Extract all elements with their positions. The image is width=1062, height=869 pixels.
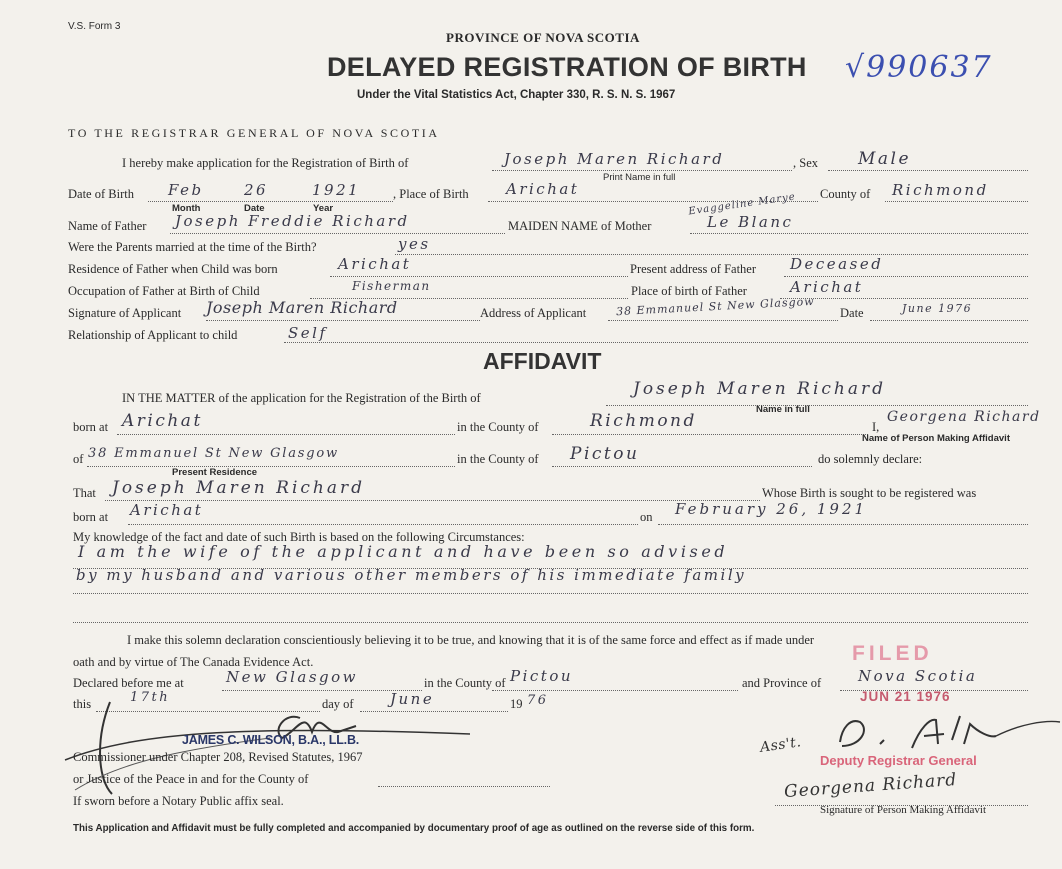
present-address-value: Deceased bbox=[790, 255, 884, 273]
occupation-label: Occupation of Father at Birth of Child bbox=[68, 284, 260, 298]
of-value: 38 Emmanuel St New Glasgow bbox=[88, 446, 339, 461]
asst-prefix: Ass't. bbox=[759, 734, 803, 756]
year-value: 76 bbox=[527, 693, 549, 708]
residence-value: Arichat bbox=[338, 255, 412, 273]
date-label: Date bbox=[840, 306, 864, 320]
father-pob-value: Arichat bbox=[790, 278, 864, 296]
i-label: I, bbox=[872, 420, 880, 434]
in-county-label: in the County of bbox=[457, 420, 539, 434]
day-of-label: day of bbox=[322, 697, 354, 711]
deponent-caption: Name of Person Making Affidavit bbox=[862, 433, 1010, 444]
date-value: June 1976 bbox=[902, 302, 973, 315]
applicant-address-value: 38 Emmanuel St New Glasgow bbox=[615, 294, 815, 319]
circumstance-line-2: by my husband and various other members of his immediate family bbox=[76, 566, 747, 584]
matter-text: IN THE MATTER of the application for the Registration of the Birth of bbox=[122, 391, 481, 405]
whose-birth-label: Whose Birth is sought to be registered was bbox=[762, 486, 977, 500]
form-number: V.S. Form 3 bbox=[68, 21, 121, 32]
registration-number: √990637 bbox=[845, 50, 993, 85]
mother-value: Le Blanc bbox=[707, 213, 794, 231]
intro-text: I hereby make application for the Registration of Birth of bbox=[122, 156, 409, 170]
name-in-full-caption: Name in full bbox=[756, 404, 810, 415]
form-subtitle: Under the Vital Statistics Act, Chapter 330, R. S. N. S. 1967 bbox=[357, 89, 676, 101]
dob-date-value: 26 bbox=[244, 181, 269, 199]
deponent-signature: Georgena Richard bbox=[783, 769, 958, 803]
child-name-value: Joseph Maren Richard bbox=[504, 150, 725, 168]
county-label: County of bbox=[820, 187, 871, 201]
father-value: Joseph Freddie Richard bbox=[175, 212, 410, 230]
circumstance-line-1: I am the wife of the applicant and have been so advised bbox=[78, 542, 729, 561]
married-label: Were the Parents married at the time of the Birth? bbox=[68, 240, 317, 254]
born-at2-label: born at bbox=[73, 510, 109, 524]
justice-text: or Justice of the Peace in and for the County of bbox=[73, 772, 309, 786]
born-at2-value: Arichat bbox=[130, 501, 204, 519]
year-caption: Year bbox=[313, 203, 334, 214]
applicant-address-label: Address of Applicant bbox=[480, 306, 587, 320]
married-value: yes bbox=[398, 235, 431, 253]
deputy-registrar-stamp: Deputy Registrar General bbox=[820, 753, 977, 768]
occupation-value: Fisherman bbox=[352, 279, 431, 293]
relationship-value: Self bbox=[288, 324, 328, 342]
born-at-label: born at bbox=[73, 420, 109, 434]
deponent-name-value: Georgena Richard bbox=[887, 409, 1041, 425]
mother-given-names: Evaggeline Marye bbox=[687, 191, 797, 218]
commissioner-stamp: JAMES C. WILSON, B.A., LL.B. bbox=[182, 733, 360, 747]
year-prefix: 19 bbox=[510, 697, 523, 711]
sex-value: Male bbox=[858, 149, 912, 169]
date-caption: Date bbox=[244, 203, 265, 214]
affidavit-title: AFFIDAVIT bbox=[483, 348, 602, 374]
sex-label: , Sex bbox=[793, 156, 818, 170]
declared-before-label: Declared before me at bbox=[73, 676, 184, 690]
in-county-value: Richmond bbox=[590, 411, 697, 431]
pob-value: Arichat bbox=[506, 180, 580, 198]
this-label: this bbox=[73, 697, 92, 711]
print-name-caption: Print Name in full bbox=[603, 172, 676, 183]
declared-at-value: New Glasgow bbox=[226, 668, 359, 686]
of-label: of bbox=[73, 452, 84, 466]
matter-value: Joseph Maren Richard bbox=[633, 379, 887, 399]
applicant-signature: Joseph Maren Richard bbox=[206, 298, 398, 317]
registrar-signature bbox=[820, 710, 1062, 758]
in-county2-value: Pictou bbox=[570, 444, 640, 464]
filed-date-stamp: JUN 21 1976 bbox=[860, 689, 951, 704]
form-title: DELAYED REGISTRATION OF BIRTH bbox=[327, 52, 807, 82]
declare-label: do solemnly declare: bbox=[818, 452, 923, 466]
oath-text: oath and by virtue of The Canada Evidence Act. bbox=[73, 655, 314, 669]
on-label: on bbox=[640, 510, 653, 524]
commissioner-text: Commissioner under Chapter 208, Revised Statutes, 1967 bbox=[73, 750, 363, 764]
dob-month-value: Feb bbox=[168, 181, 204, 199]
to-registrar-line: TO THE REGISTRAR GENERAL OF NOVA SCOTIA bbox=[68, 126, 440, 140]
month-caption: Month bbox=[172, 203, 201, 214]
this-day-value: 17th bbox=[130, 690, 171, 705]
knowledge-label: My knowledge of the fact and date of such Birth is based on the following Circumstances: bbox=[73, 530, 525, 544]
father-pob-label: Place of birth of Father bbox=[631, 284, 747, 298]
that-label: That bbox=[73, 486, 96, 500]
residence-label: Residence of Father when Child was born bbox=[68, 262, 278, 276]
footer-note: This Application and Affidavit must be fully completed and accompanied by documentary proof of age as outlined on the reverse side of this form. bbox=[73, 823, 755, 834]
born-at-value: Arichat bbox=[122, 411, 203, 431]
in-county3-value: Pictou bbox=[510, 667, 574, 685]
mother-label: MAIDEN NAME of Mother bbox=[508, 219, 652, 233]
signature-caption: Signature of Person Making Affidavit bbox=[820, 804, 986, 816]
dob-year-value: 1921 bbox=[312, 181, 361, 199]
on-value: February 26, 1921 bbox=[675, 500, 868, 518]
present-address-label: Present address of Father bbox=[630, 262, 757, 276]
signature-label: Signature of Applicant bbox=[68, 306, 182, 320]
in-county3-label: in the County of bbox=[424, 676, 506, 690]
county-value: Richmond bbox=[892, 181, 989, 199]
present-residence-caption: Present Residence bbox=[172, 467, 258, 478]
province-label: and Province of bbox=[742, 676, 822, 690]
that-value: Joseph Maren Richard bbox=[112, 478, 366, 498]
in-county2-label: in the County of bbox=[457, 452, 539, 466]
day-of-value: June bbox=[390, 690, 435, 708]
province-heading: PROVINCE OF NOVA SCOTIA bbox=[446, 30, 640, 45]
province-value: Nova Scotia bbox=[858, 667, 978, 685]
notary-text: If sworn before a Notary Public affix seal. bbox=[73, 794, 284, 808]
pob-label: , Place of Birth bbox=[393, 187, 469, 201]
father-label: Name of Father bbox=[68, 219, 147, 233]
relationship-label: Relationship of Applicant to child bbox=[68, 328, 238, 342]
filed-stamp: FILED bbox=[852, 642, 933, 665]
solemn-declaration-text: I make this solemn declaration conscientiously believing it to be true, and knowing that it is of the same force and effect as if made under bbox=[127, 633, 815, 647]
dob-label: Date of Birth bbox=[68, 187, 134, 201]
